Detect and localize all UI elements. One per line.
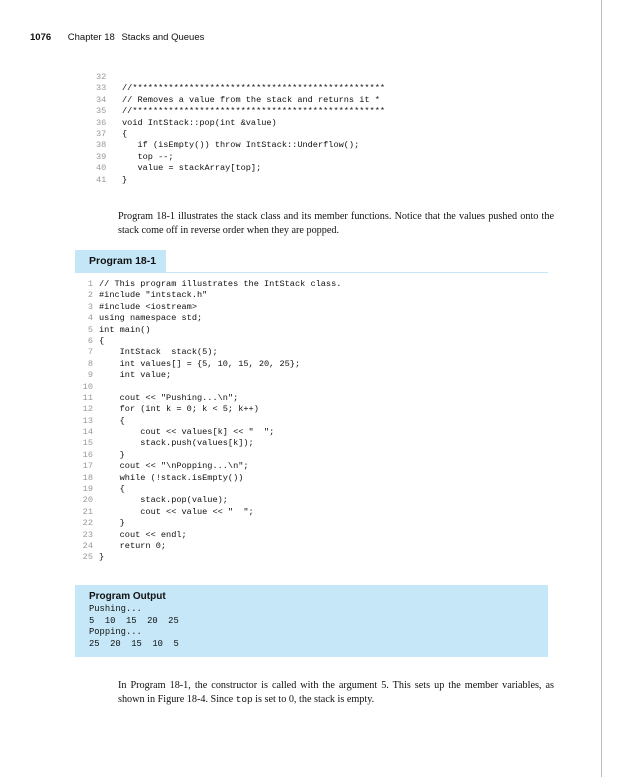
code-text: }: [99, 552, 105, 563]
chapter-title: Stacks and Queues: [121, 32, 205, 43]
line-number: 20: [82, 495, 93, 506]
code-line: [75, 313, 341, 324]
output-line: Pushing...: [89, 604, 142, 614]
code-text: {: [122, 128, 128, 139]
code-line: [75, 450, 341, 461]
code-text: int values[] = {5, 10, 15, 20, 25};: [99, 358, 301, 369]
code-listing-pop: [96, 72, 385, 186]
line-number: 12: [82, 404, 93, 415]
code-text: int main(): [99, 324, 151, 335]
code-line: [96, 118, 385, 129]
code-text: while (!stack.isEmpty()): [99, 472, 244, 483]
code-line: [75, 461, 341, 472]
program-output-box: [75, 585, 548, 657]
code-line: [75, 290, 341, 301]
line-number: 8: [87, 358, 93, 369]
code-text: if (isEmpty()) throw IntStack::Underflow();: [122, 140, 360, 151]
code-line: [75, 302, 341, 313]
line-number: 39: [96, 151, 107, 162]
line-number: 14: [82, 427, 93, 438]
inline-code-top: top: [235, 693, 253, 705]
code-line: [96, 106, 385, 117]
code-line: [75, 473, 341, 484]
line-number: 36: [96, 117, 107, 128]
paragraph-explanation: [118, 679, 554, 706]
line-number: 3: [87, 301, 93, 312]
page-header: [30, 32, 204, 43]
paragraph-intro: Program 18-1 illustrates the stack class and its member functions. Notice that the values pushed onto the stack come off in reverse order when they are popped.: [118, 211, 554, 236]
code-line: [75, 484, 341, 495]
code-text: cout << values[k] << " ";: [99, 427, 275, 438]
line-number: 18: [82, 472, 93, 483]
code-text: cout << value << " ";: [99, 506, 254, 517]
line-number: 33: [96, 83, 107, 94]
line-number: 9: [87, 370, 93, 381]
code-line: [96, 83, 385, 94]
program-output-title: Program Output: [89, 591, 166, 602]
line-number: 23: [82, 529, 93, 540]
line-number: 25: [82, 552, 93, 563]
line-number: 22: [82, 518, 93, 529]
code-text: {: [99, 484, 125, 495]
line-number: 4: [87, 313, 93, 324]
page-number: 1076: [30, 32, 52, 43]
code-line: [75, 359, 341, 370]
line-number: 40: [96, 163, 107, 174]
line-number: 19: [82, 484, 93, 495]
code-line: [75, 427, 341, 438]
code-listing-program: [75, 279, 341, 564]
line-number: 16: [82, 449, 93, 460]
code-text: value = stackArray[top];: [122, 163, 262, 174]
line-number: 38: [96, 140, 107, 151]
code-text: stack.push(values[k]);: [99, 438, 254, 449]
code-line: [75, 518, 341, 529]
line-number: 41: [96, 174, 107, 185]
code-text: top --;: [122, 151, 174, 162]
code-text: for (int k = 0; k < 5; k++): [99, 404, 259, 415]
line-number: 34: [96, 94, 107, 105]
code-text: {: [99, 335, 105, 346]
code-line: [75, 541, 341, 552]
code-line: [96, 175, 385, 186]
output-line: 25 20 15 10 5: [89, 638, 179, 649]
code-line: [75, 552, 341, 563]
code-text: void IntStack::pop(int &value): [122, 117, 277, 128]
code-text: cout << "\nPopping...\n";: [99, 461, 249, 472]
line-number: 15: [82, 438, 93, 449]
code-line: [75, 495, 341, 506]
code-text: }: [122, 174, 128, 185]
line-number: 5: [87, 324, 93, 335]
line-number: 17: [82, 461, 93, 472]
output-line: 5 10 15 20 25: [89, 615, 179, 626]
code-text: IntStack stack(5);: [99, 347, 218, 358]
line-number: 32: [96, 72, 107, 82]
code-line: [75, 336, 341, 347]
page-edge-rule: [601, 0, 602, 777]
code-text: }: [99, 518, 125, 529]
line-number: 7: [87, 347, 93, 358]
code-line: [96, 140, 385, 151]
line-number: 21: [82, 506, 93, 517]
code-line: [96, 95, 385, 106]
line-number: 1: [87, 279, 93, 289]
code-text: return 0;: [99, 540, 167, 551]
line-number: 2: [87, 290, 93, 301]
code-line: [96, 163, 385, 174]
code-line: [75, 382, 341, 393]
code-line: [96, 152, 385, 163]
line-number: 11: [82, 392, 93, 403]
code-line: [96, 129, 385, 140]
code-line: [75, 370, 341, 381]
paragraph-text-after: is set to 0, the stack is empty.: [252, 693, 375, 705]
program-title-rule: [75, 272, 548, 273]
code-text: stack.pop(value);: [99, 495, 228, 506]
output-line: Popping...: [89, 627, 142, 638]
code-line: [75, 438, 341, 449]
code-text: int value;: [99, 370, 172, 381]
code-text: cout << "Pushing...\n";: [99, 392, 239, 403]
paragraph-text-before: In Program 18-1, the constructor is called with the argument 5. This sets up the member variables, as shown in Figure 18-4. Since: [118, 680, 554, 705]
code-line: [75, 507, 341, 518]
code-line: [75, 279, 341, 290]
code-text: // Removes a value from the stack and returns it *: [122, 94, 380, 105]
code-line: [75, 530, 341, 541]
line-number: 37: [96, 128, 107, 139]
code-text: //*************************************************: [122, 106, 386, 117]
chapter-label: Chapter 18: [67, 32, 115, 43]
code-text: }: [99, 449, 125, 460]
line-number: 6: [87, 335, 93, 346]
code-line: [75, 404, 341, 415]
code-text: cout << endl;: [99, 529, 187, 540]
code-line: [75, 393, 341, 404]
program-output-lines: [89, 604, 179, 650]
code-line: [75, 325, 341, 336]
program-title: Program 18-1: [75, 250, 166, 272]
code-text: {: [99, 415, 125, 426]
line-number: 35: [96, 106, 107, 117]
code-text: #include "intstack.h": [99, 290, 208, 301]
code-text: // This program illustrates the IntStack class.: [99, 279, 342, 289]
line-number: 24: [82, 540, 93, 551]
code-line: [75, 347, 341, 358]
code-text: using namespace std;: [99, 313, 203, 324]
code-line: [75, 416, 341, 427]
code-line: [96, 72, 385, 83]
code-text: #include <iostream>: [99, 301, 197, 312]
code-text: //*************************************************: [122, 83, 386, 94]
line-number: 10: [82, 381, 93, 392]
line-number: 13: [82, 415, 93, 426]
